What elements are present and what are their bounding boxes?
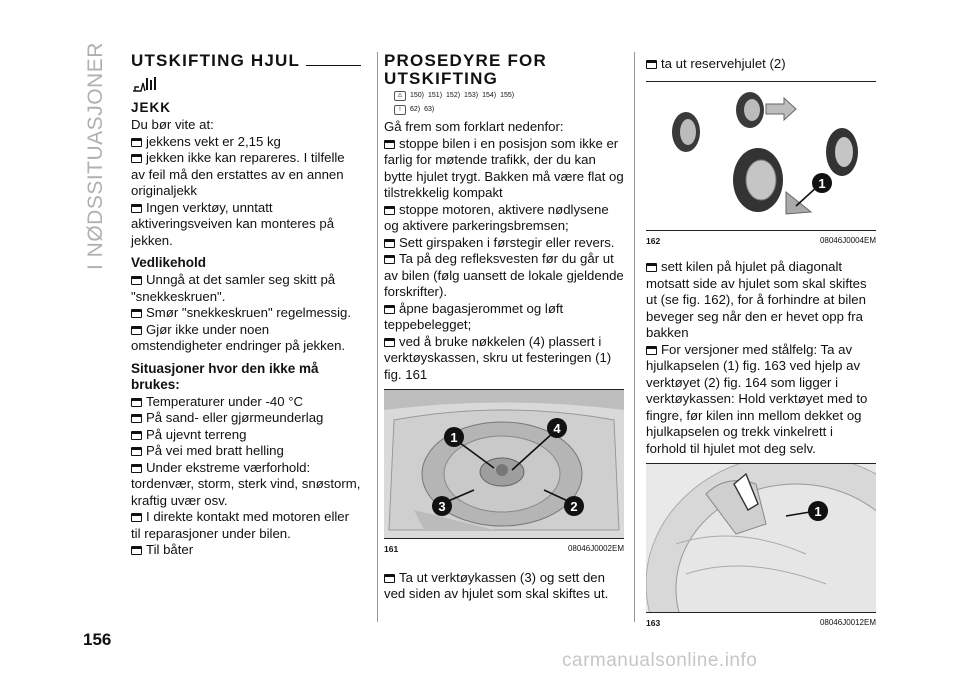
list-item: Temperaturer under -40 °C	[131, 394, 361, 411]
list-item: Unngå at det samler seg skitt på "snekkeskruen".	[131, 272, 336, 304]
bullet-icon	[131, 138, 142, 147]
figure-code: 08046J0002EM	[567, 544, 624, 553]
list-item: stoppe bilen i en posisjon som ikke er farlig for møtende trafikk, der du kan bytte hjulet trygt. Bakken må være flat og tilstrekkelig kompakt	[384, 135, 624, 200]
bullet-icon	[384, 338, 395, 347]
list-item: Ingen verktøy, unntatt aktiveringsveiven kan monteres på jekken.	[131, 199, 335, 248]
figure-number: 162	[646, 235, 661, 246]
bullet-icon	[131, 309, 142, 318]
chapter-title: I NØDSSITUASJONER	[84, 42, 107, 270]
bullet-icon	[131, 326, 142, 335]
heading-vedlikehold: Vedlikehold	[131, 255, 207, 270]
column-2	[384, 52, 624, 603]
trunk-illustration	[384, 390, 624, 538]
column-divider	[634, 52, 635, 622]
figure-caption	[646, 615, 876, 632]
callout-label: 1	[450, 430, 458, 445]
page-number: 156	[83, 630, 112, 649]
caution-icon: !	[394, 105, 406, 115]
figure-caption	[646, 233, 876, 250]
warning-references: ⚠ 150) 151) 152) 153) 154) 155)	[394, 90, 624, 102]
figure-162	[646, 81, 876, 250]
bullet-icon	[131, 464, 142, 473]
hubcap-illustration	[646, 464, 876, 612]
bullet-icon	[131, 513, 142, 522]
list-item: ta ut reservehjulet (2)	[646, 56, 876, 73]
list-item: I direkte kontakt med motoren eller til reparasjoner under bilen.	[131, 509, 350, 541]
list-item: Ta ut verktøykassen (3) og sett den ved siden av hjulet som skal skiftes ut.	[384, 569, 609, 601]
bullet-icon	[131, 276, 142, 285]
heading-situasjoner: Situasjoner hvor den ikke må brukes:	[131, 360, 319, 392]
list-item: Gjør ikke under noen omstendigheter endringer på jekken.	[131, 321, 346, 353]
bullet-icon	[384, 140, 395, 149]
callout-label: 1	[818, 175, 826, 191]
figure-number: 163	[646, 618, 661, 628]
list-item: Ta på deg refleksvesten før du går ut av bilen (følg uansett de lokale gjeldende forskrifter).	[384, 251, 624, 299]
bullet-icon	[131, 398, 142, 407]
figure-161	[384, 389, 624, 558]
section-heading	[131, 52, 361, 71]
bullet-icon	[384, 206, 395, 215]
list-item: Under ekstreme værforhold: tordenvær, storm, sterk vind, snøstorm, kraftig uvær osv.	[131, 459, 361, 508]
figure-163	[646, 463, 876, 632]
heading-jekk: JEKK	[131, 99, 172, 115]
list-item: På vei med bratt helling	[131, 443, 361, 460]
intro-text: Du bør vite at:	[131, 117, 214, 132]
title-utskifting-hjul: UTSKIFTING HJUL	[131, 52, 306, 70]
bullet-icon	[131, 204, 142, 213]
list-item: ved å bruke nøkkelen (4) plassert i verktøyskassen, skru ut festeringen (1) fig. 161	[384, 333, 612, 382]
list-item: stoppe motoren, aktivere nødlysene og aktivere parkeringsbremsen;	[384, 201, 609, 233]
wheels-and-chock-illustration	[646, 82, 876, 230]
bullet-icon	[384, 574, 395, 583]
list-item: På sand- eller gjørmeunderlag	[131, 410, 361, 427]
list-item: For versjoner med stålfelg: Ta av hjulkapselen (1) fig. 163 ved hjelp av verktøyet (2) fig. 164 som ligger i verktøykassen: Hold verktøyet med to fingre, før kilen inn mellom dekket og hjulkapselen og trekk vinkelrett i forhold til hjulet mot deg selv.	[646, 341, 868, 456]
caution-references: ! 62) 63)	[394, 104, 624, 116]
bullet-icon	[646, 263, 657, 272]
column-divider	[377, 52, 378, 622]
bullet-icon	[646, 60, 657, 69]
callout-label: 2	[570, 499, 578, 514]
bullet-icon	[646, 346, 657, 355]
side-chapter-tab	[84, 40, 108, 270]
warning-triangle-icon: ⚠	[394, 91, 406, 101]
list-item: Til båter	[131, 542, 361, 559]
figure-image	[646, 81, 876, 231]
list-item: jekkens vekt er 2,15 kg	[131, 134, 361, 151]
list-item: På ujevnt terreng	[131, 427, 361, 444]
list-item: Smør "snekkeskruen" regelmessig.	[131, 305, 361, 322]
title-prosedyre-line1: PROSEDYRE FOR	[384, 51, 547, 70]
figure-image	[646, 463, 876, 613]
intro-text: Gå frem som forklart nedenfor:	[384, 119, 564, 134]
bullet-icon	[131, 447, 142, 456]
figure-code: 08046J0012EM	[819, 618, 876, 627]
bullet-icon	[384, 305, 395, 314]
bullet-icon	[131, 154, 142, 163]
figure-caption	[384, 541, 624, 558]
list-item: åpne bagasjerommet og løft teppebelegget;	[384, 300, 564, 332]
bullet-icon	[131, 546, 142, 555]
list-item: Sett girspaken i førstegir eller revers.	[384, 235, 624, 252]
figure-code: 08046J0004EM	[819, 235, 876, 245]
callout-label: 1	[814, 504, 822, 519]
bullet-icon	[384, 255, 395, 264]
figure-number: 161	[384, 544, 399, 554]
title-prosedyre-line2: UTSKIFTING	[384, 69, 498, 88]
figure-image	[384, 389, 624, 539]
footer-watermark: carmanualsonline.info	[562, 650, 758, 671]
bullet-icon	[384, 239, 395, 248]
column-1	[131, 52, 361, 559]
callout-label: 4	[553, 421, 561, 436]
list-item: sett kilen på hjulet på diagonalt motsatt side av hjulet som skal skiftes ut (se fig. 162), for å forhindre at bilen beveger seg når den er hevet opp fra bakken	[646, 259, 867, 340]
callout-label: 3	[438, 499, 446, 514]
bullet-icon	[131, 414, 142, 423]
list-item: jekken ikke kan repareres. I tilfelle av feil må den erstattes av en annen originaljekk	[131, 150, 345, 198]
jack-warning-icon	[131, 74, 361, 96]
column-3	[646, 52, 876, 632]
bullet-icon	[131, 431, 142, 440]
